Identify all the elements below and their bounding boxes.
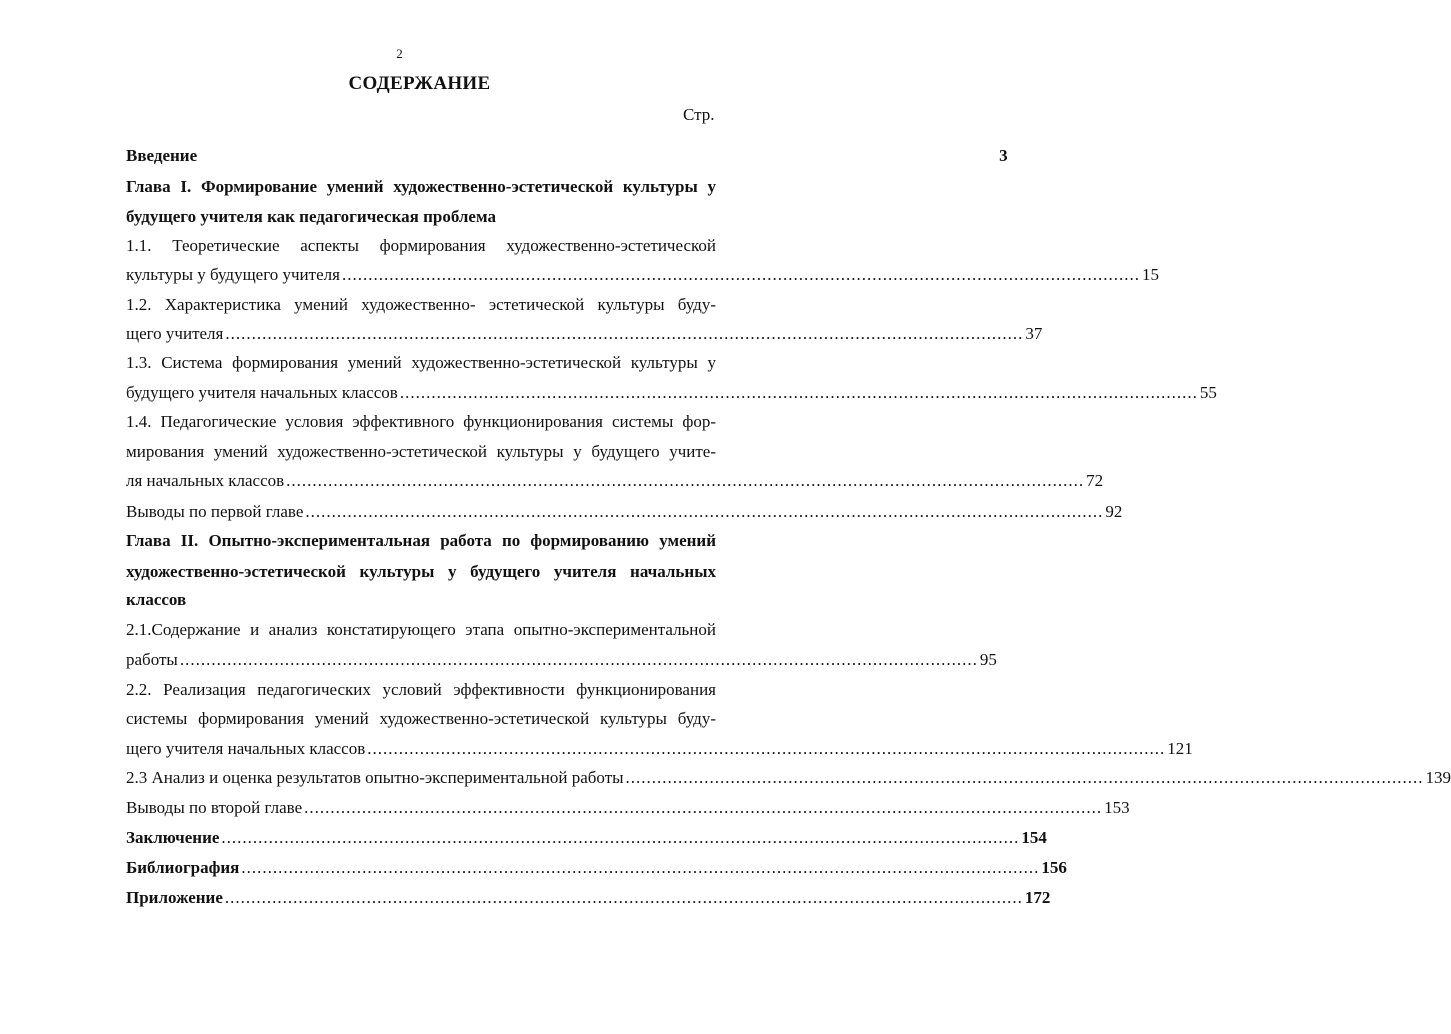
toc-section-2-3: 2.3 Анализ и оценка результатов опытно-экспериментальной работы ........................................................................................................................................................ 139 [126, 768, 1451, 787]
toc-page: 172 [1024, 888, 1051, 907]
toc-page: 153 [1104, 798, 1130, 817]
toc-section-1-3-line-2: будущего учителя начальных классов ........................................................................................................................................................ 55 [126, 383, 1217, 402]
toc-chapter-2-line-3: классов [126, 590, 187, 609]
toc-entry-intro [126, 146, 1008, 166]
page-number: 2 [396, 46, 403, 61]
toc-chapter-2-line-1: Глава II. Опытно-экспериментальная работа по формированию умений [126, 531, 716, 550]
toc-section-1-2-line-2: щего учителя ........................................................................................................................................................ 37 [126, 324, 1043, 343]
page-column-label: Стр. [683, 105, 715, 124]
toc-label: Введение [126, 146, 198, 165]
toc-entry-conclusion: Заключение ........................................................................................................................................................ 154 [126, 828, 1047, 847]
toc-page: 154 [1021, 828, 1047, 847]
toc-section-2-2-line-2: системы формирования умений художественно-эстетической культуры буду- [126, 709, 716, 728]
toc-section-2-1-line-2: работы ........................................................................................................................................................ 95 [126, 650, 997, 669]
toc-page: 72 [1086, 471, 1104, 490]
toc-section-1-4-line-1: 1.4. Педагогические условия эффективного функционирования системы фор- [126, 412, 716, 431]
toc-page: 15 [1141, 265, 1159, 284]
toc-page: 139 [1425, 768, 1451, 787]
toc-conclusions-chapter-1: Выводы по первой главе ........................................................................................................................................................ 92 [126, 502, 1123, 521]
toc-section-1-3-line-1: 1.3. Система формирования умений художественно-эстетической культуры у [126, 353, 716, 372]
toc-section-2-2-line-1: 2.2. Реализация педагогических условий эффективности функционирования [126, 680, 716, 699]
toc-chapter-2-line-2: художественно-эстетической культуры у будущего учителя начальных [126, 562, 716, 581]
toc-conclusions-chapter-2: Выводы по второй главе ........................................................................................................................................................ 153 [126, 798, 1130, 817]
toc-entry-appendix: Приложение ........................................................................................................................................................ 172 [126, 888, 1051, 907]
toc-section-1-1-line-1: 1.1. Теоретические аспекты формирования художественно-эстетической [126, 236, 716, 255]
toc-chapter-1-line-2: будущего учителя как педагогическая проблема [126, 207, 496, 226]
toc-section-2-1-line-1: 2.1.Содержание и анализ констатирующего этапа опытно-экспериментальной [126, 620, 716, 639]
toc-page: 37 [1025, 324, 1043, 343]
toc-page: 156 [1041, 858, 1067, 877]
toc-page: 121 [1167, 739, 1193, 758]
toc-section-1-2-line-1: 1.2. Характеристика умений художественно- эстетической культуры буду- [126, 295, 716, 314]
toc-chapter-1-line-1: Глава I. Формирование умений художественно-эстетической культуры у [126, 177, 716, 196]
toc-page: 3 [999, 146, 1008, 165]
toc-page: 92 [1105, 502, 1123, 521]
toc-section-1-4-line-3: ля начальных классов ........................................................................................................................................................ 72 [126, 471, 1104, 490]
page-title: СОДЕРЖАНИЕ [348, 73, 491, 94]
toc-page: 55 [1199, 383, 1217, 402]
toc-section-1-1-line-2: культуры у будущего учителя ........................................................................................................................................................ 15 [126, 265, 1159, 284]
toc-section-2-2-line-3: щего учителя начальных классов ........................................................................................................................................................ 121 [126, 739, 1193, 758]
toc-section-1-4-line-2: мирования умений художественно-эстетической культуры у будущего учите- [126, 442, 716, 461]
toc-entry-bibliography: Библиография ........................................................................................................................................................ 156 [126, 858, 1067, 877]
toc-page: 95 [979, 650, 997, 669]
